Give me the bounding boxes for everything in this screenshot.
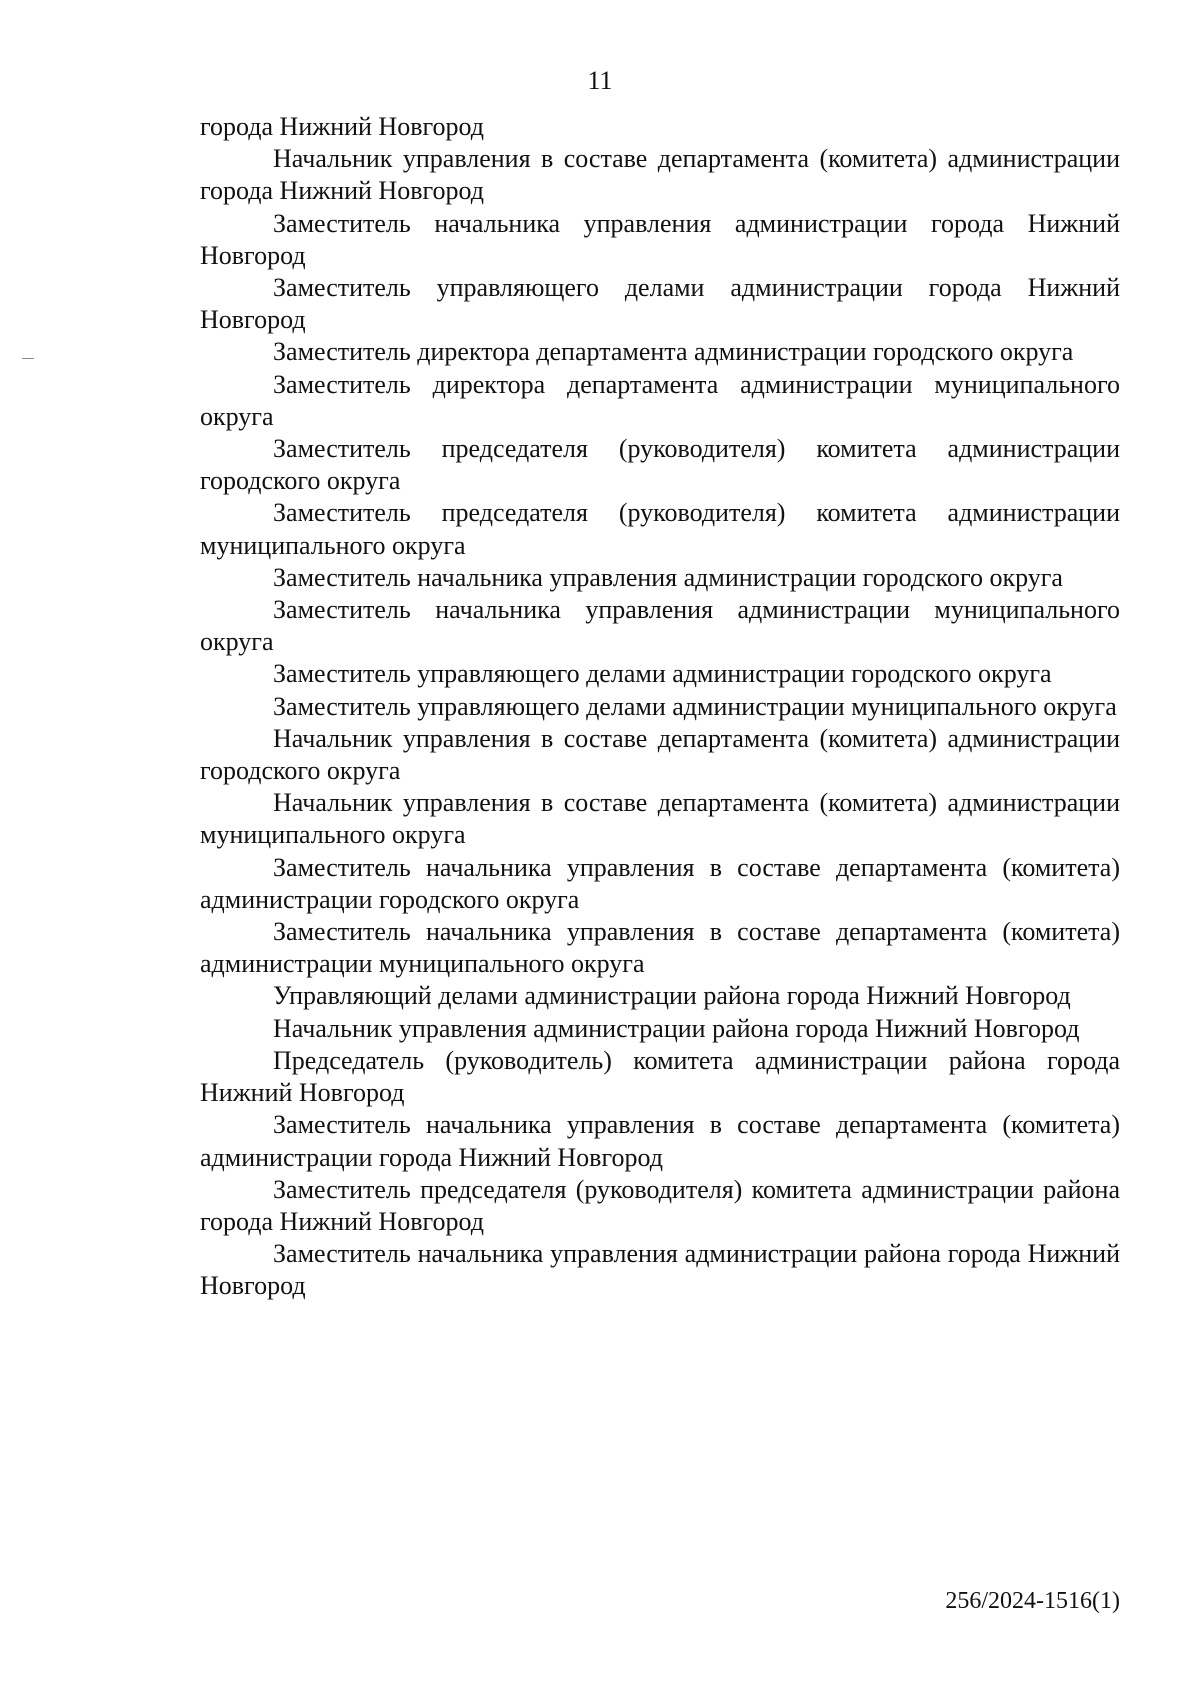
paragraph-continuation: города Нижний Новгород [200,112,484,141]
position-item: Заместитель начальника управления администрации муниципального округа [200,595,1120,657]
margin-mark [22,358,34,359]
position-item: Начальник управления в составе департамента (комитета) администрации муниципального округа [200,788,1120,850]
document-body [200,111,1120,1303]
position-item: Заместитель председателя (руководителя) комитета администрации муниципального округа [200,498,1120,560]
position-item: Заместитель начальника управления администрации района города Нижний Новгород [200,1239,1120,1301]
position-item: Заместитель председателя (руководителя) комитета администрации района города Нижний Новгород [200,1174,1120,1236]
position-item: Начальник управления в составе департамента (комитета) администрации городского округа [200,723,1120,786]
position-item: Начальник управления в составе департамента (комитета) администрации города Нижний Новгород [200,144,1120,206]
document-code: 256/2024-1516(1) [945,1588,1120,1614]
position-item: Заместитель управляющего делами администрации городского округа [273,659,1052,689]
position-item: Заместитель начальника управления в составе департамента (комитета) администрации муниципального округа [200,917,1120,979]
position-item: Заместитель директора департамента администрации муниципального округа [200,369,1120,431]
position-item: Заместитель начальника управления администрации городского округа [273,562,1063,592]
position-item: Председатель (руководитель) комитета администрации района города Нижний Новгород [200,1045,1120,1108]
position-item: Заместитель председателя (руководителя) комитета администрации городского округа [200,434,1120,496]
page-number: 11 [587,66,613,95]
position-item: Заместитель начальника управления в составе департамента (комитета) администрации города Нижний Новгород [200,1110,1120,1172]
position-item: Заместитель управляющего делами администрации муниципального округа [273,691,1117,721]
position-item: Заместитель начальника управления в составе департамента (комитета) администрации городского округа [200,852,1120,914]
position-item: Заместитель директора департамента администрации городского округа [273,337,1074,367]
position-item: Управляющий делами администрации района города Нижний Новгород [273,981,1071,1011]
position-item: Заместитель управляющего делами администрации города Нижний Новгород [200,273,1120,335]
position-item: Начальник управления администрации района города Нижний Новгород [273,1013,1080,1043]
position-item: Заместитель начальника управления администрации города Нижний Новгород [200,208,1120,270]
